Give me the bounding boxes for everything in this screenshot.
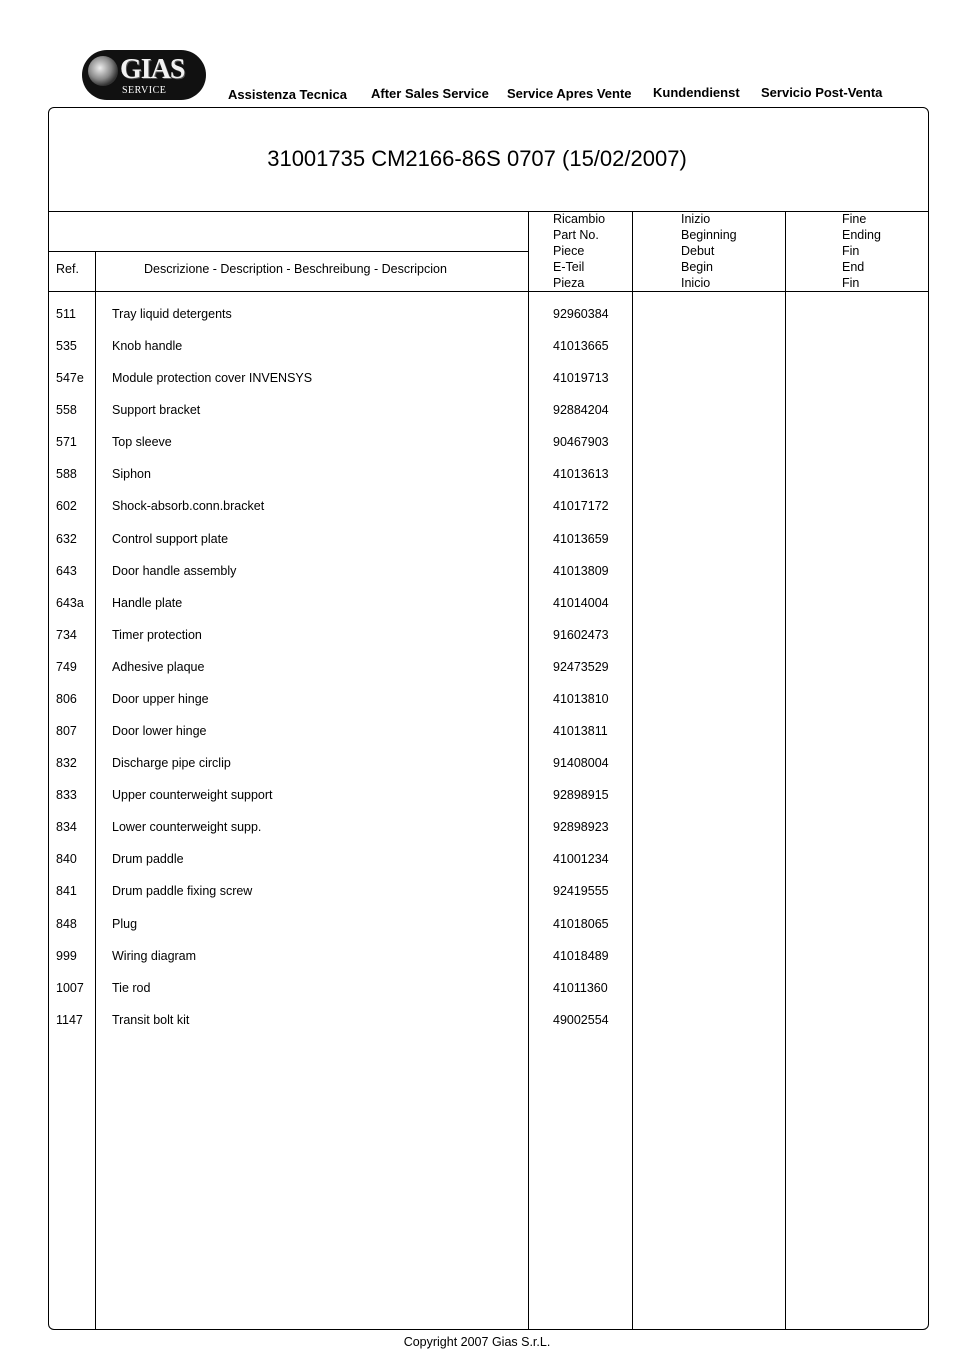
description-column-header: Descrizione - Description - Beschreibung - Descripcion (144, 262, 447, 276)
header-label-it: Assistenza Tecnica (228, 87, 347, 102)
part-number-cell: 41013613 (553, 467, 609, 481)
ref-cell: 632 (56, 532, 77, 546)
part-number-cell: 41017172 (553, 499, 609, 513)
beginning-header-line: Debut (681, 244, 715, 258)
description-cell: Siphon (112, 467, 151, 481)
ref-cell: 643a (56, 596, 84, 610)
part-no-header-line: Part No. (553, 228, 599, 242)
description-cell: Shock-absorb.conn.bracket (112, 499, 265, 513)
header-split-divider (48, 251, 529, 252)
description-cell: Control support plate (112, 532, 229, 546)
description-cell: Adhesive plaque (112, 660, 205, 674)
description-cell: Discharge pipe circlip (112, 756, 231, 770)
description-cell: Tie rod (112, 981, 151, 995)
ref-cell: 806 (56, 692, 77, 706)
description-column-divider (528, 211, 529, 1330)
ref-cell: 999 (56, 949, 77, 963)
ref-cell: 643 (56, 564, 77, 578)
part-number-cell: 49002554 (553, 1013, 609, 1027)
description-cell: Plug (112, 917, 138, 931)
part-number-cell: 92898915 (553, 788, 609, 802)
part-number-cell: 41013811 (553, 724, 608, 738)
description-cell: Transit bolt kit (112, 1013, 190, 1027)
description-cell: Module protection cover INVENSYS (112, 371, 313, 385)
description-cell: Drum paddle fixing screw (112, 884, 253, 898)
gias-service-logo (82, 50, 206, 100)
description-cell: Wiring diagram (112, 949, 197, 963)
ref-column-header: Ref. (56, 262, 79, 276)
description-cell: Handle plate (112, 596, 183, 610)
ending-header-line: Fin (842, 276, 860, 290)
header-label-es: Servicio Post-Venta (761, 85, 883, 100)
ref-cell: 848 (56, 917, 77, 931)
ref-cell: 734 (56, 628, 77, 642)
description-cell: Support bracket (112, 403, 201, 417)
page-title: 31001735 CM2166-86S 0707 (15/02/2007) (267, 146, 687, 171)
part-no-header-line: E-Teil (553, 260, 585, 274)
part-number-cell: 41001234 (553, 852, 609, 866)
part-number-cell: 41013809 (553, 564, 609, 578)
part-number-cell: 92473529 (553, 660, 609, 674)
part-number-cell: 91602473 (553, 628, 609, 642)
header-label-de: Kundendienst (653, 85, 740, 100)
description-cell: Upper counterweight support (112, 788, 273, 802)
beginning-header-line: Begin (681, 260, 713, 274)
ref-cell: 840 (56, 852, 77, 866)
part-number-cell: 91408004 (553, 756, 609, 770)
logo-brand-text: GIAS (120, 54, 185, 85)
ending-header-line: Ending (842, 228, 881, 242)
part-number-cell: 92419555 (553, 884, 609, 898)
logo-emblem-icon (88, 56, 118, 86)
description-cell: Lower counterweight supp. (112, 820, 262, 834)
part-number-cell: 41011360 (553, 981, 608, 995)
ref-cell: 535 (56, 339, 77, 353)
ref-cell: 832 (56, 756, 77, 770)
ref-cell: 841 (56, 884, 77, 898)
beginning-header-line: Inicio (681, 276, 711, 290)
description-cell: Door lower hinge (112, 724, 207, 738)
description-cell: Door upper hinge (112, 692, 209, 706)
header-label-en: After Sales Service (371, 86, 489, 101)
part-number-cell: 41018489 (553, 949, 609, 963)
ref-cell: 511 (56, 307, 76, 321)
part-number-cell: 92884204 (553, 403, 609, 417)
table-header-divider (48, 291, 929, 292)
ending-header-line: End (842, 260, 865, 274)
description-cell: Drum paddle (112, 852, 184, 866)
part-no-header-line: Ricambio (553, 212, 606, 226)
part-column-divider (632, 211, 633, 1330)
ref-cell: 602 (56, 499, 77, 513)
ref-cell: 1147 (56, 1013, 83, 1027)
description-cell: Door handle assembly (112, 564, 237, 578)
ref-cell: 588 (56, 467, 77, 481)
ending-header-line: Fine (842, 212, 867, 226)
ref-cell: 807 (56, 724, 77, 738)
beginning-header-line: Beginning (681, 228, 737, 242)
beginning-header-line: Inizio (681, 212, 711, 226)
description-cell: Tray liquid detergents (112, 307, 232, 321)
part-number-cell: 92960384 (553, 307, 609, 321)
ref-cell: 571 (56, 435, 77, 449)
ref-cell: 834 (56, 820, 77, 834)
ref-cell: 749 (56, 660, 77, 674)
description-cell: Knob handle (112, 339, 183, 353)
part-no-header-line: Piece (553, 244, 585, 258)
part-number-cell: 90467903 (553, 435, 609, 449)
ending-header-line: Fin (842, 244, 860, 258)
description-cell: Timer protection (112, 628, 202, 642)
copyright-text: Copyright 2007 Gias S.r.L. (403, 1335, 551, 1349)
part-number-cell: 41013665 (553, 339, 609, 353)
ref-cell: 833 (56, 788, 77, 802)
part-number-cell: 41014004 (553, 596, 609, 610)
part-number-cell: 41013659 (553, 532, 609, 546)
description-cell: Top sleeve (112, 435, 172, 449)
part-number-cell: 41019713 (553, 371, 609, 385)
ref-cell: 558 (56, 403, 77, 417)
part-number-cell: 41013810 (553, 692, 609, 706)
ref-column-divider (95, 251, 96, 1330)
ref-cell: 1007 (56, 981, 84, 995)
part-no-header-line: Pieza (553, 276, 585, 290)
part-number-cell: 92898923 (553, 820, 609, 834)
beginning-column-divider (785, 211, 786, 1330)
title-divider (48, 211, 929, 212)
part-number-cell: 41018065 (553, 917, 609, 931)
logo-tagline-text: SERVICE (122, 85, 167, 96)
header-label-fr: Service Apres Vente (507, 86, 632, 101)
ref-cell: 547e (56, 371, 84, 385)
